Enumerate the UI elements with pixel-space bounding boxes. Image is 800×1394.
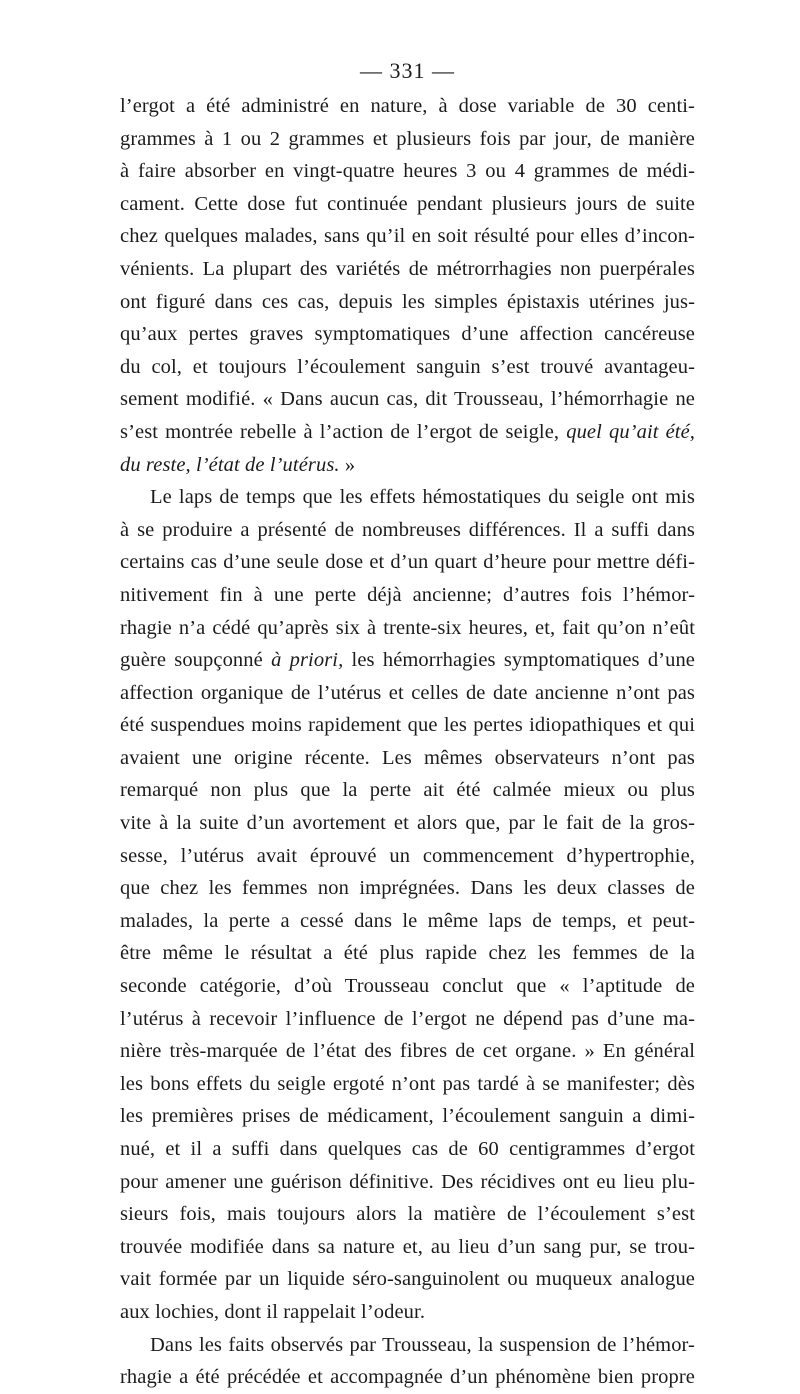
line-text: été suspendues moins rapidement que les pertes idiopathiques et qui bbox=[120, 714, 695, 737]
text-line bbox=[120, 1166, 695, 1199]
page-number: — 331 — bbox=[360, 58, 455, 83]
line-text: l’ergot a été administré en nature, à dose variable de 30 centi- bbox=[120, 95, 695, 117]
text-line bbox=[120, 253, 695, 286]
text-line bbox=[120, 546, 695, 579]
line-text: sesse, l’utérus avait éprouvé un commencement d’hypertrophie, bbox=[120, 844, 695, 867]
text-line bbox=[120, 286, 695, 319]
text-line bbox=[120, 1003, 695, 1036]
text-line bbox=[120, 1035, 695, 1068]
line-text: avaient une origine récente. Les mêmes observateurs n’ont pas bbox=[120, 746, 695, 769]
line-text: à se produire a présenté de nombreuses différences. Il a suffi dans bbox=[120, 518, 695, 541]
line-text: trouvée modifiée dans sa nature et, au lieu d’un sang pur, se trou- bbox=[120, 1235, 695, 1258]
text-line bbox=[120, 937, 695, 970]
text-line bbox=[120, 123, 695, 156]
line-text: seconde catégorie, d’où Trousseau conclut que « l’aptitude de bbox=[120, 975, 695, 998]
text-line bbox=[120, 1296, 695, 1329]
text-line bbox=[120, 709, 695, 742]
line-text: s’est montrée rebelle à l’action de l’ergot de seigle, bbox=[120, 420, 560, 443]
line-text: remarqué non plus que la perte ait été calmée mieux ou plus bbox=[120, 779, 695, 802]
text-line bbox=[120, 351, 695, 384]
line-text: qu’aux pertes graves symptomatiques d’une affection cancéreuse bbox=[120, 323, 695, 346]
text-line bbox=[120, 677, 695, 710]
paragraph-1 bbox=[120, 90, 695, 481]
line-text: les bons effets du seigle ergoté n’ont pas tardé à se manifester; dès bbox=[120, 1072, 695, 1095]
paragraph-3 bbox=[120, 1329, 695, 1394]
line-text: vénients. La plupart des variétés de métrorrhagies non puerpérales bbox=[120, 257, 695, 280]
line-text: vite à la suite d’un avortement et alors que, par le fait de la gros- bbox=[120, 812, 695, 835]
text-line bbox=[120, 155, 695, 188]
paragraph-2 bbox=[120, 481, 695, 1328]
text-line bbox=[120, 416, 695, 449]
line-text: du col, et toujours l’écoulement sanguin s’est trouvé avantageu- bbox=[120, 355, 695, 378]
line-text: pour amener une guérison définitive. Des récidives ont eu lieu plu- bbox=[120, 1170, 695, 1193]
line-text: rhagie a été précédée et accompagnée d’un phénomène bien propre bbox=[120, 1366, 695, 1389]
text-line bbox=[120, 220, 695, 253]
line-text: être même le résultat a été plus rapide chez les femmes de la bbox=[120, 942, 695, 965]
text-line bbox=[120, 742, 695, 775]
line-text: les hémorrhagies symptomatiques d’une bbox=[351, 649, 696, 672]
italic-text: à priori, bbox=[271, 649, 344, 672]
line-text: affection organique de l’utérus et celles de date ancienne n’ont pas bbox=[120, 681, 695, 704]
line-text: Le laps de temps que les effets hémostatiques du seigle ont mis bbox=[150, 486, 695, 509]
text-line bbox=[120, 970, 695, 1003]
line-text: rhagie n’a cédé qu’après six à trente-six heures, et, fait qu’on n’eût bbox=[120, 616, 695, 639]
text-line bbox=[120, 1263, 695, 1296]
line-text: ont figuré dans ces cas, depuis les simples épistaxis utérines jus- bbox=[120, 290, 695, 313]
italic-text: du reste, l’état de l’utérus. bbox=[120, 453, 340, 476]
line-text: à faire absorber en vingt-quatre heures 3 ou 4 grammes de médi- bbox=[120, 160, 695, 183]
text-line bbox=[120, 318, 695, 351]
text-line bbox=[120, 1329, 695, 1362]
text-line bbox=[120, 807, 695, 840]
text-line bbox=[120, 1133, 695, 1166]
line-text: cament. Cette dose fut continuée pendant plusieurs jours de suite bbox=[120, 192, 695, 215]
text-line bbox=[120, 514, 695, 547]
line-text: chez quelques malades, sans qu’il en soit résulté pour elles d’incon- bbox=[120, 225, 695, 248]
text-line bbox=[120, 1231, 695, 1264]
text-line bbox=[120, 872, 695, 905]
line-text: grammes à 1 ou 2 grammes et plusieurs fois par jour, de manière bbox=[120, 127, 695, 150]
text-line bbox=[120, 1198, 695, 1231]
text-line bbox=[120, 383, 695, 416]
text-line bbox=[120, 774, 695, 807]
text-line bbox=[120, 1100, 695, 1133]
line-text: sieurs fois, mais toujours alors la matière de l’écoulement s’est bbox=[120, 1203, 695, 1226]
line-text: malades, la perte a cessé dans le même laps de temps, et peut- bbox=[120, 909, 695, 932]
book-page bbox=[120, 0, 696, 1389]
italic-text: quel qu’ait été, bbox=[566, 420, 696, 443]
text-line bbox=[120, 840, 695, 873]
line-text: Dans les faits observés par Trousseau, la suspension de l’hémor- bbox=[150, 1333, 695, 1356]
text-line bbox=[120, 1361, 695, 1394]
line-text: aux lochies, dont il rappelait l’odeur. bbox=[120, 1300, 426, 1323]
body-text bbox=[120, 90, 695, 1394]
line-text: nué, et il a suffi dans quelques cas de 60 centigrammes d’ergot bbox=[120, 1138, 695, 1160]
line-text: sement modifié. « Dans aucun cas, dit Trousseau, l’hémorrhagie ne bbox=[120, 388, 695, 411]
text-line bbox=[120, 644, 695, 677]
text-line bbox=[120, 90, 695, 123]
line-text: nitivement fin à une perte déjà ancienne; d’autres fois l’hémor- bbox=[120, 583, 695, 606]
line-text: certains cas d’une seule dose et d’un quart d’heure pour mettre défi- bbox=[120, 551, 695, 574]
text-line bbox=[120, 579, 695, 612]
text-line bbox=[120, 188, 695, 221]
text-line bbox=[120, 612, 695, 645]
text-line bbox=[120, 449, 695, 482]
text-line bbox=[120, 1068, 695, 1101]
line-text: les premières prises de médicament, l’écoulement sanguin a dimi- bbox=[120, 1105, 695, 1128]
line-text: vait formée par un liquide séro-sanguinolent ou muqueux analogue bbox=[120, 1268, 695, 1291]
line-text: que chez les femmes non imprégnées. Dans les deux classes de bbox=[120, 877, 695, 900]
line-text: l’utérus à recevoir l’influence de l’ergot ne dépend pas d’une ma- bbox=[120, 1007, 695, 1030]
text-line bbox=[120, 905, 695, 938]
text-line bbox=[120, 481, 695, 514]
line-text: nière très-marquée de l’état des fibres de cet organe. » En général bbox=[120, 1040, 695, 1063]
line-text: » bbox=[344, 453, 356, 476]
line-text: guère soupçonné bbox=[120, 649, 263, 672]
